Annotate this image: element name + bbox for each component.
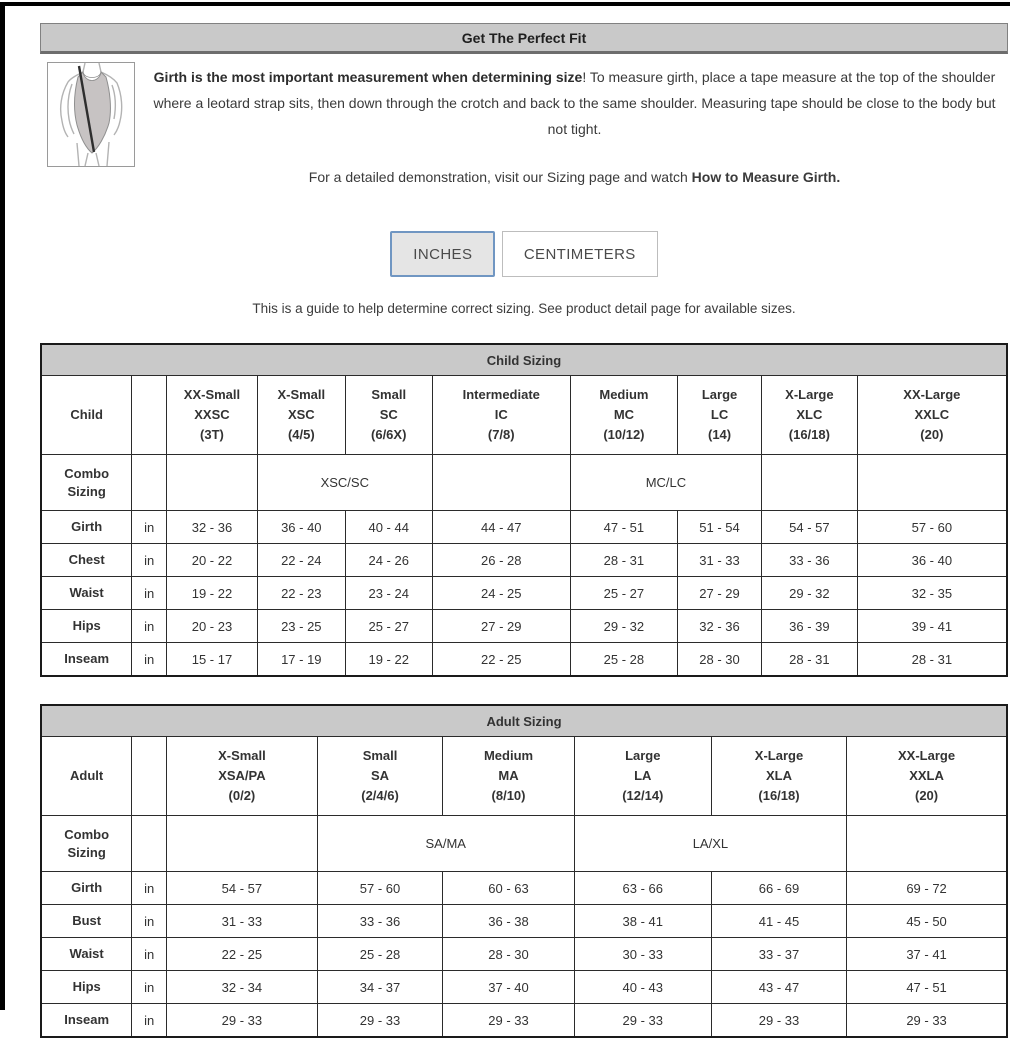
size-value-cell: 32 - 35 [857, 577, 1007, 610]
combo-cell: SA/MA [317, 816, 574, 872]
size-value-cell: 19 - 22 [345, 643, 432, 677]
size-value-cell: 28 - 31 [570, 544, 677, 577]
size-value-cell: 47 - 51 [847, 971, 1007, 1004]
size-value-cell: 28 - 31 [857, 643, 1007, 677]
size-value-cell: 44 - 47 [432, 511, 570, 544]
child-row-hips [41, 610, 1007, 643]
size-value-cell: 51 - 54 [678, 511, 762, 544]
row-label: Inseam [41, 643, 132, 677]
size-value-cell: 24 - 25 [432, 577, 570, 610]
leotard-figure-icon [48, 63, 134, 166]
size-value-cell: 36 - 38 [443, 905, 574, 938]
column-header-line: XXLC [914, 407, 950, 422]
size-value-cell: 15 - 17 [167, 643, 258, 677]
size-value-cell: 57 - 60 [857, 511, 1007, 544]
size-value-cell: 22 - 23 [257, 577, 345, 610]
size-value-cell: 45 - 50 [847, 905, 1007, 938]
intro-bold-text: Girth is the most important measurement when determining size [153, 69, 583, 85]
child-table-title: Child Sizing [41, 344, 1007, 376]
column-header-line: LC [710, 407, 729, 422]
unit-cell: in [132, 544, 167, 577]
size-value-cell: 40 - 43 [574, 971, 711, 1004]
size-value-cell: 23 - 24 [345, 577, 432, 610]
size-value-cell: 36 - 40 [257, 511, 345, 544]
size-value-cell: 40 - 44 [345, 511, 432, 544]
column-header-line: (20) [920, 427, 944, 442]
size-value-cell: 54 - 57 [762, 511, 858, 544]
size-value-cell: 30 - 33 [574, 938, 711, 971]
combo-cell [167, 455, 258, 511]
size-value-cell: 20 - 23 [167, 610, 258, 643]
size-value-cell: 63 - 66 [574, 872, 711, 905]
column-header-line: (20) [914, 788, 939, 803]
column-header [847, 737, 1007, 816]
demo-text: For a detailed demonstration, visit our Sizing page and watch [308, 169, 692, 185]
column-header-line: MC [613, 407, 635, 422]
combo-unit-cell [132, 816, 167, 872]
combo-cell [762, 455, 858, 511]
column-header-line: XSA/PA [218, 768, 266, 783]
size-value-cell: 29 - 32 [570, 610, 677, 643]
combo-cell: MC/LC [570, 455, 761, 511]
column-header-line: X-Large [754, 748, 804, 763]
size-value-cell: 33 - 37 [711, 938, 846, 971]
column-header-line: XXSC [194, 407, 230, 422]
column-header [167, 737, 318, 816]
page-title: Get The Perfect Fit [461, 29, 587, 46]
size-value-cell: 22 - 25 [432, 643, 570, 677]
combo-row-label: Combo Sizing [41, 816, 132, 872]
size-value-cell: 43 - 47 [711, 971, 846, 1004]
size-value-cell: 22 - 24 [257, 544, 345, 577]
column-header-line: Medium [483, 748, 534, 763]
column-header-line: (6/6X) [371, 427, 407, 442]
row-label: Inseam [41, 1004, 132, 1038]
size-value-cell: 25 - 28 [317, 938, 443, 971]
size-value-cell: 33 - 36 [317, 905, 443, 938]
combo-unit-cell [132, 455, 167, 511]
size-value-cell: 37 - 41 [847, 938, 1007, 971]
size-value-cell: 29 - 32 [762, 577, 858, 610]
size-value-cell: 31 - 33 [678, 544, 762, 577]
adult-row-hips [41, 971, 1007, 1004]
intro-body-text: ! To measure girth, place a tape measure at the top of the shoulder where a leotard strap sits, then down through the crotch and back to the same shoulder. Measuring tape should be close to the body but not tight. [153, 69, 996, 137]
child-row-header: Child [41, 376, 132, 455]
column-header-line: (8/10) [491, 788, 526, 803]
guide-note: This is a guide to help determine correct sizing. See product detail page for available sizes. [252, 301, 796, 316]
column-header-line: X-Large [785, 387, 834, 402]
unit-cell: in [132, 872, 167, 905]
adult-row-inseam [41, 1004, 1007, 1038]
column-header-line: XX-Small [183, 387, 241, 402]
column-header-line: (10/12) [603, 427, 645, 442]
adult-row-bust [41, 905, 1007, 938]
size-value-cell: 32 - 34 [167, 971, 318, 1004]
size-value-cell: 28 - 30 [678, 643, 762, 677]
size-value-cell: 41 - 45 [711, 905, 846, 938]
unit-toggle-group [40, 231, 1008, 277]
combo-row-label: Combo Sizing [41, 455, 132, 511]
size-value-cell: 38 - 41 [574, 905, 711, 938]
size-value-cell: 26 - 28 [432, 544, 570, 577]
size-value-cell: 39 - 41 [857, 610, 1007, 643]
size-value-cell: 32 - 36 [678, 610, 762, 643]
column-header-line: (4/5) [287, 427, 315, 442]
unit-cell: in [132, 1004, 167, 1038]
size-tables-container [40, 343, 1008, 1038]
column-header-line: Large [625, 748, 661, 763]
combo-cell [167, 816, 318, 872]
column-header [711, 737, 846, 816]
combo-cell [847, 816, 1007, 872]
page-frame-top-border [0, 2, 1010, 6]
size-value-cell: 69 - 72 [847, 872, 1007, 905]
unit-header-cell [132, 737, 167, 816]
column-header-line: (2/4/6) [361, 788, 399, 803]
unit-cell: in [132, 511, 167, 544]
row-label: Hips [41, 610, 132, 643]
size-value-cell: 31 - 33 [167, 905, 318, 938]
column-header-line: IC [494, 407, 508, 422]
column-header-line: (16/18) [788, 427, 830, 442]
size-value-cell: 28 - 31 [762, 643, 858, 677]
size-value-cell: 25 - 27 [570, 577, 677, 610]
column-header [574, 737, 711, 816]
column-header-line: (14) [707, 427, 732, 442]
adult-sizing-table [40, 704, 1008, 1038]
row-label: Bust [41, 905, 132, 938]
unit-cell: in [132, 905, 167, 938]
combo-cell: LA/XL [574, 816, 846, 872]
size-value-cell: 29 - 33 [167, 1004, 318, 1038]
size-value-cell: 28 - 30 [443, 938, 574, 971]
inches-button[interactable]: INCHES [390, 231, 495, 277]
unit-cell: in [132, 938, 167, 971]
size-value-cell: 29 - 33 [317, 1004, 443, 1038]
row-label: Chest [41, 544, 132, 577]
column-header-line: XXLA [909, 768, 944, 783]
size-value-cell: 57 - 60 [317, 872, 443, 905]
page-title-bar [40, 23, 1008, 54]
column-header-line: (12/14) [622, 788, 664, 803]
column-header [345, 376, 432, 455]
column-header [570, 376, 677, 455]
size-value-cell: 47 - 51 [570, 511, 677, 544]
column-header-line: XSC [287, 407, 315, 422]
child-sizing-table [40, 343, 1008, 677]
column-header [432, 376, 570, 455]
unit-header-cell [132, 376, 167, 455]
size-value-cell: 24 - 26 [345, 544, 432, 577]
child-row-inseam [41, 643, 1007, 677]
size-value-cell: 60 - 63 [443, 872, 574, 905]
unit-cell: in [132, 610, 167, 643]
size-value-cell: 36 - 39 [762, 610, 858, 643]
column-header-line: Medium [599, 387, 649, 402]
size-value-cell: 22 - 25 [167, 938, 318, 971]
row-label: Girth [41, 872, 132, 905]
column-header-line: XX-Large [903, 387, 961, 402]
size-value-cell: 54 - 57 [167, 872, 318, 905]
combo-cell [432, 455, 570, 511]
centimeters-button[interactable]: CENTIMETERS [502, 231, 658, 277]
column-header [317, 737, 443, 816]
column-header [443, 737, 574, 816]
adult-row-girth [41, 872, 1007, 905]
column-header-line: Intermediate [462, 387, 540, 402]
child-row-chest [41, 544, 1007, 577]
column-header-line: XLC [796, 407, 823, 422]
intro-section [40, 62, 1008, 185]
column-header-line: SA [371, 768, 390, 783]
size-value-cell: 29 - 33 [711, 1004, 846, 1038]
size-value-cell: 25 - 28 [570, 643, 677, 677]
row-label: Hips [41, 971, 132, 1004]
column-header-line: Small [371, 387, 407, 402]
column-header [678, 376, 762, 455]
column-header-line: (7/8) [487, 427, 515, 442]
size-value-cell: 20 - 22 [167, 544, 258, 577]
unit-cell: in [132, 643, 167, 677]
main-content [40, 23, 1008, 1038]
unit-cell: in [132, 577, 167, 610]
column-header-line: (16/18) [758, 788, 800, 803]
size-value-cell: 29 - 33 [847, 1004, 1007, 1038]
intro-text-column [135, 62, 1008, 185]
girth-measurement-diagram [47, 62, 135, 167]
row-label: Girth [41, 511, 132, 544]
size-value-cell: 23 - 25 [257, 610, 345, 643]
size-value-cell: 19 - 22 [167, 577, 258, 610]
page-frame-left-border [0, 2, 5, 1010]
size-value-cell: 29 - 33 [574, 1004, 711, 1038]
size-value-cell: 25 - 27 [345, 610, 432, 643]
column-header-line: MA [498, 768, 519, 783]
column-header [167, 376, 258, 455]
size-value-cell: 27 - 29 [678, 577, 762, 610]
column-header-line: (3T) [200, 427, 224, 442]
column-header [857, 376, 1007, 455]
row-label: Waist [41, 577, 132, 610]
column-header [762, 376, 858, 455]
column-header-line: X-Small [218, 748, 266, 763]
child-row-girth [41, 511, 1007, 544]
column-header-line: XX-Large [898, 748, 956, 763]
column-header-line: X-Small [277, 387, 326, 402]
demo-instruction [145, 169, 1004, 185]
size-value-cell: 37 - 40 [443, 971, 574, 1004]
size-value-cell: 36 - 40 [857, 544, 1007, 577]
child-row-waist [41, 577, 1007, 610]
column-header-line: SC [379, 407, 398, 422]
size-value-cell: 34 - 37 [317, 971, 443, 1004]
column-header-line: (0/2) [228, 788, 256, 803]
adult-row-waist [41, 938, 1007, 971]
column-header-line: Small [362, 748, 398, 763]
column-header-line: XLA [765, 768, 792, 783]
size-value-cell: 29 - 33 [443, 1004, 574, 1038]
size-value-cell: 66 - 69 [711, 872, 846, 905]
adult-row-header: Adult [41, 737, 132, 816]
size-value-cell: 32 - 36 [167, 511, 258, 544]
combo-cell [857, 455, 1007, 511]
demo-bold-text: How to Measure Girth. [691, 169, 841, 185]
combo-cell: XSC/SC [257, 455, 432, 511]
column-header [257, 376, 345, 455]
column-header-line: LA [634, 768, 652, 783]
size-value-cell: 17 - 19 [257, 643, 345, 677]
column-header-line: Large [701, 387, 738, 402]
unit-cell: in [132, 971, 167, 1004]
size-value-cell: 27 - 29 [432, 610, 570, 643]
intro-paragraph [145, 64, 1004, 142]
size-value-cell: 33 - 36 [762, 544, 858, 577]
row-label: Waist [41, 938, 132, 971]
adult-table-title: Adult Sizing [41, 705, 1007, 737]
